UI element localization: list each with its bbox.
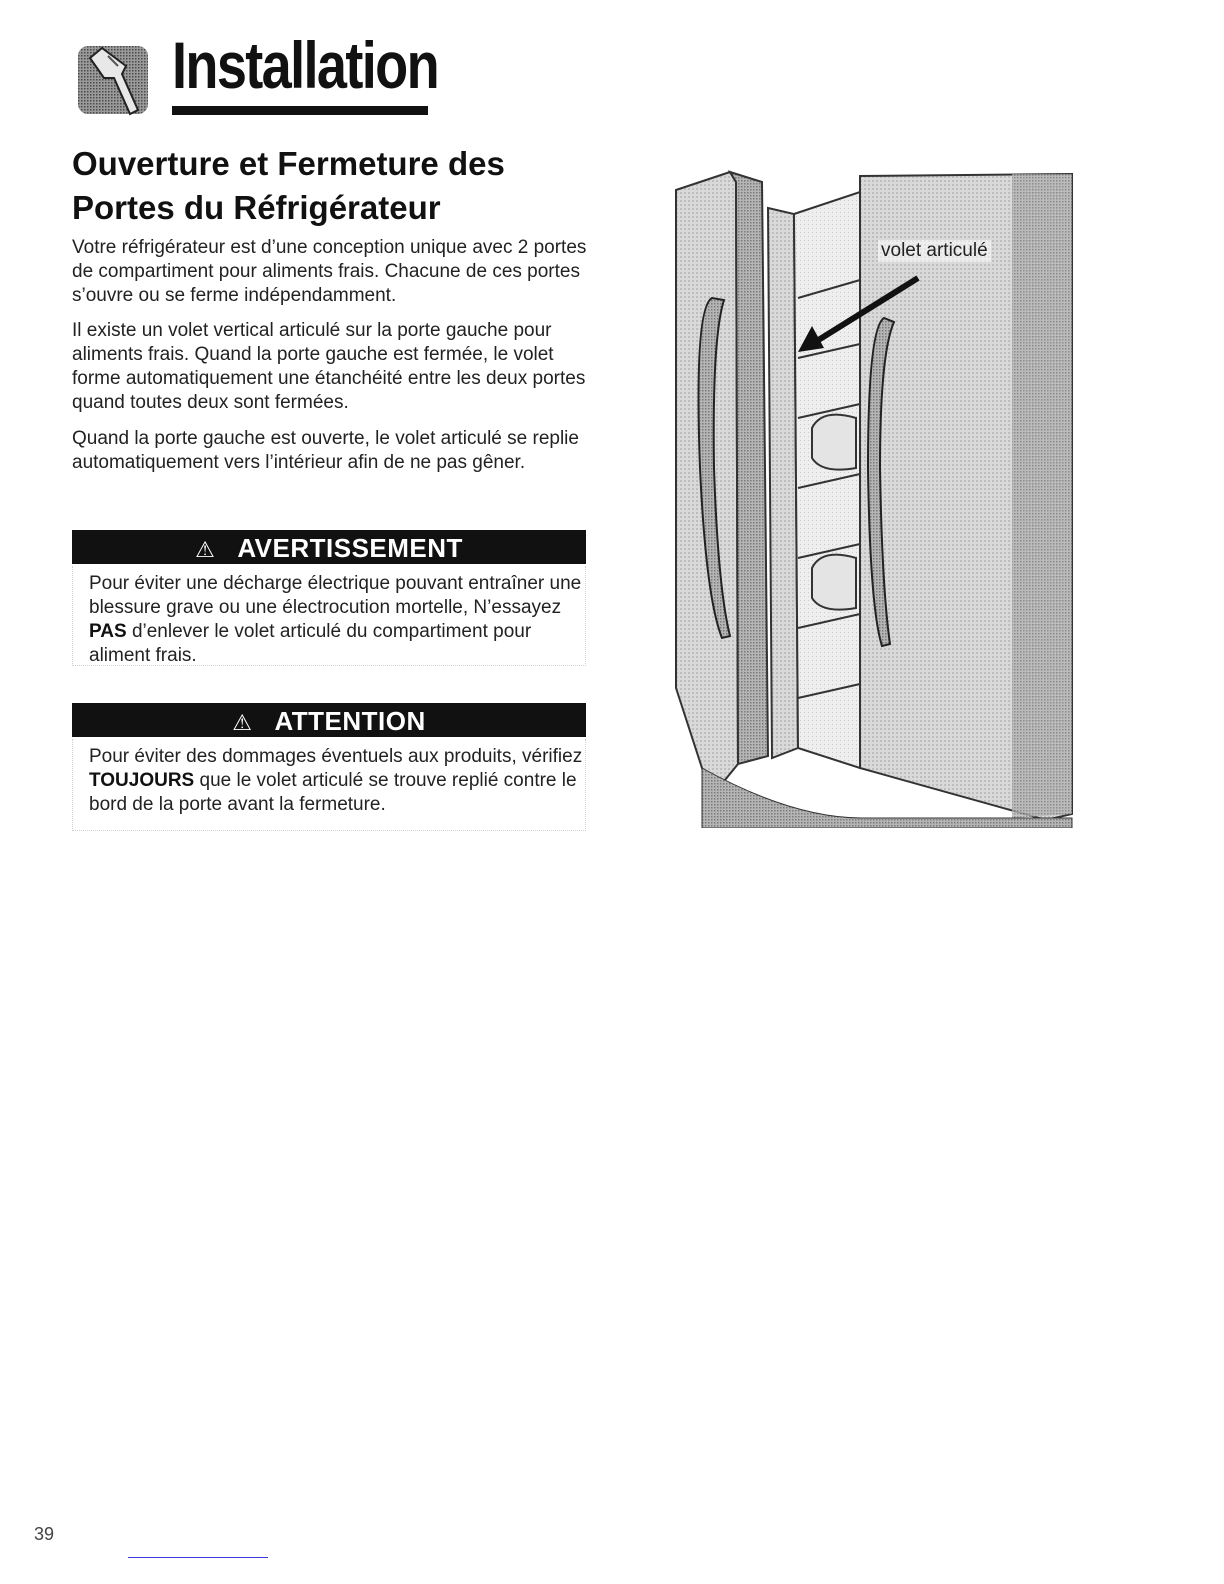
refrigerator-illustration (672, 168, 1102, 828)
warning-banner (72, 530, 586, 564)
caution-title: ATTENTION (274, 706, 426, 736)
flap-callout-label: volet articulé (878, 240, 991, 262)
caution-text-after: que le volet articulé se trouve replié contre le bord de la porte avant la fermeture. (89, 770, 577, 815)
warning-text (72, 566, 586, 666)
paragraph-flap: Il existe un volet vertical articulé sur la porte gauche pour aliments frais. Quand la porte gauche est fermée, le volet forme automatiquement une étanchéité entre les deux portes quand toutes deux sont fermées. (72, 320, 586, 413)
warning-text-before: Pour éviter une décharge électrique pouvant entraîner une blessure grave ou une électrocution mortelle, N’essayez (89, 573, 582, 618)
page-number: 39 (34, 1524, 55, 1544)
warning-title: AVERTISSEMENT (237, 533, 463, 563)
caution-banner (72, 703, 586, 737)
paragraph-fold: Quand la porte gauche est ouverte, le volet articulé se replie automatiquement vers l’intérieur afin de ne pas gêner. (72, 428, 579, 473)
warning-text-after: d’enlever le volet articulé du compartiment pour aliment frais. (89, 621, 532, 666)
section-title: Installation (172, 28, 438, 102)
caution-text-before: Pour éviter des dommages éventuels aux produits, vérifiez (89, 746, 583, 767)
page-heading (72, 142, 612, 230)
paragraph-intro: Votre réfrigérateur est d’une conception unique avec 2 portes de compartiment pour aliments frais. Chacune de ces portes s’ouvre ou se ferme indépendamment. (72, 237, 587, 306)
title-underline (172, 106, 428, 115)
caution-triangle-icon: ⚠ (232, 710, 253, 735)
caution-text (72, 739, 586, 831)
caution-emphasis: TOUJOURS (89, 770, 195, 791)
heading-line-1: Ouverture et Fermeture des (72, 145, 505, 182)
footer-rule (128, 1557, 268, 1558)
heading-line-2: Portes du Réfrigérateur (72, 189, 441, 226)
wrench-icon (78, 40, 156, 118)
warning-emphasis: PAS (89, 621, 127, 642)
warning-triangle-icon: ⚠ (195, 537, 216, 562)
